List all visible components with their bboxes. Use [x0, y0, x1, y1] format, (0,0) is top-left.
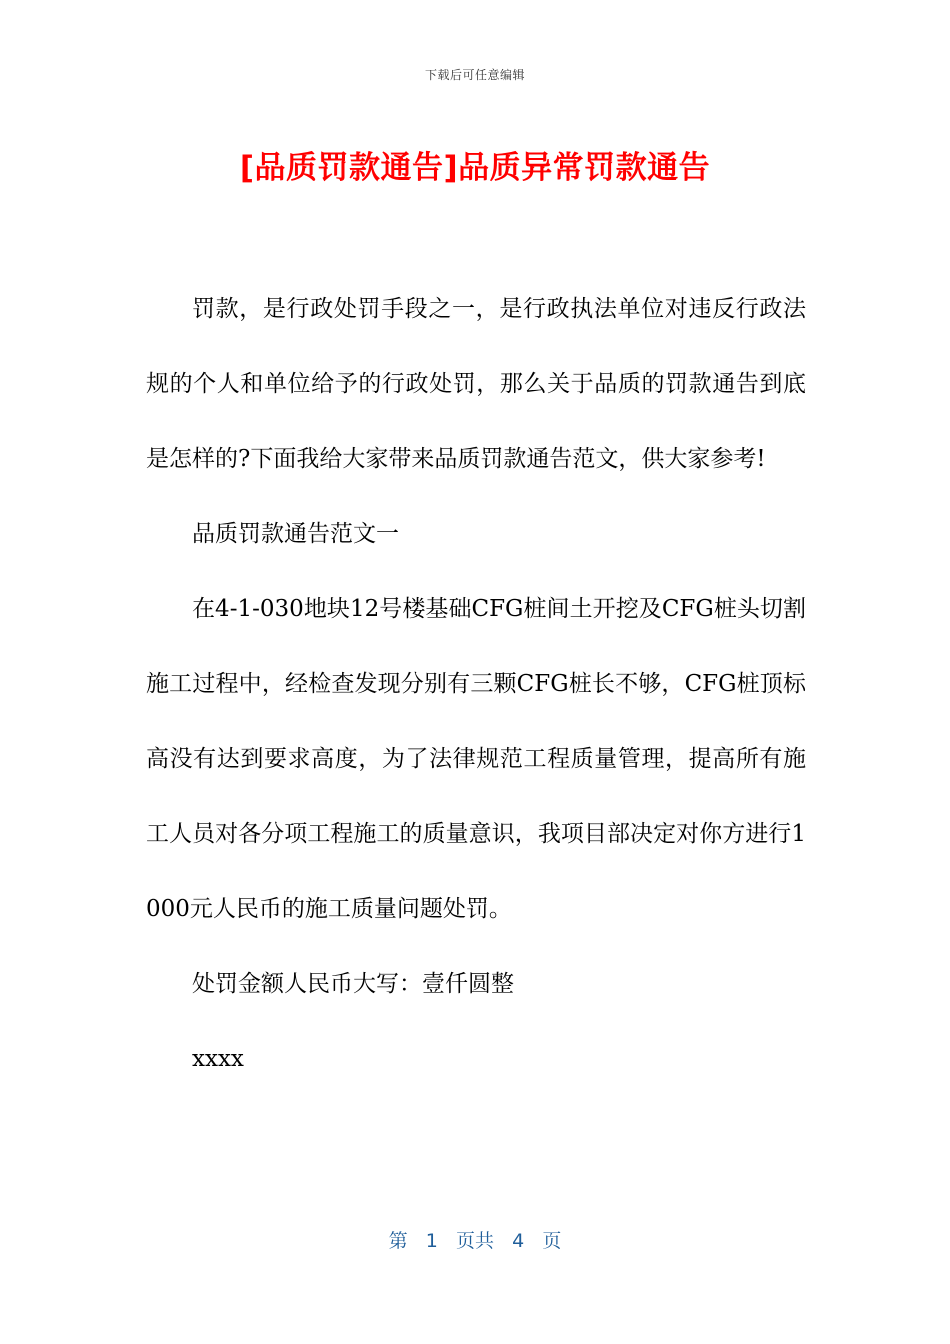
- paragraph-intro: 罚款，是行政处罚手段之一，是行政执法单位对违反行政法规的个人和单位给予的行政处罚，那么关于品质的罚款通告到底是怎样的?下面我给大家带来品质罚款通告范文，供大家参考!: [146, 296, 806, 472]
- document-body: [146, 272, 806, 1097]
- page-footer: [0, 1226, 950, 1253]
- footer-label-end: 页: [542, 1230, 562, 1252]
- footer-current-page: 1: [425, 1230, 438, 1252]
- paragraph-notice-content: 在4-1-030地块12号楼基础CFG桩间土开挖及CFG桩头切割施工过程中，经检查发现分别有三颗CFG桩长不够，CFG桩顶标高没有达到要求高度，为了法律规范工程质量管理，提高所有施工人员对各分项工程施工的质量意识，我项目部决定对你方进行1000元人民币的施工质量问题处罚。: [146, 596, 806, 922]
- header-note: 下载后可任意编辑: [424, 68, 525, 82]
- footer-label-total: 页共: [455, 1230, 494, 1252]
- footer-total-pages: 4: [512, 1230, 525, 1252]
- paragraph-signature: xxxx: [192, 1046, 244, 1072]
- footer-label-page: 第: [388, 1230, 408, 1252]
- paragraph-penalty-amount: 处罚金额人民币大写：壹仟圆整: [192, 971, 514, 997]
- paragraph-section-heading: 品质罚款通告范文一: [192, 521, 399, 547]
- document-title: [品质罚款通告]品质异常罚款通告: [239, 150, 711, 186]
